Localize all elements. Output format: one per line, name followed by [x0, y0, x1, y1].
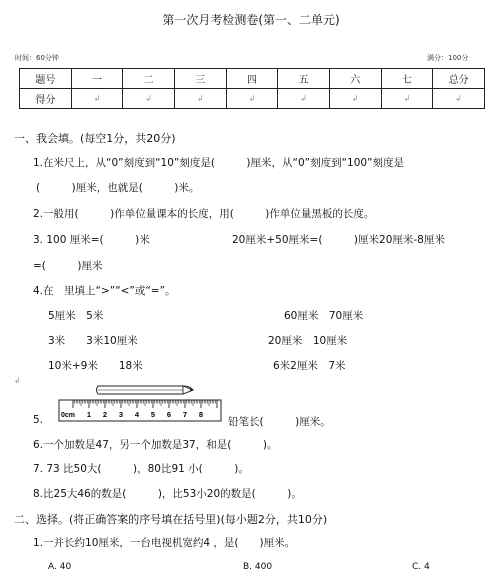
pencil-ruler-illustration — [58, 384, 226, 424]
score-table-header-row — [20, 69, 485, 89]
score-cell[interactable] — [329, 89, 381, 109]
question-4: 4.在 里填上“>”“<”或“=”。 — [33, 285, 176, 297]
question-7: 7. 73 比50大( )，80比91 小( )。 — [33, 463, 249, 475]
question-5-number: 5. — [33, 414, 44, 426]
score-table-score-row — [20, 89, 485, 109]
compare-item: 3米 3米10厘米 — [48, 335, 138, 347]
pencil-ruler-figure — [58, 384, 226, 424]
compare-item: 60厘米 70厘米 — [284, 310, 364, 322]
score-cell[interactable] — [174, 89, 226, 109]
question-3-right: 20厘米+50厘米=( )厘米20厘米-8厘米 — [232, 234, 445, 246]
compare-item: 10米+9米 18米 — [48, 360, 143, 372]
choice-option-c[interactable]: C. 4 — [412, 562, 430, 572]
question-1-line-1: 1.在米尺上，从“0”刻度到“10”刻度是( )厘米，从“0”刻度到“100”刻度是 — [33, 157, 404, 169]
paragraph-mark: ↲ — [145, 94, 152, 103]
section-1-title: 一、我会填。(每空1分，共20分) — [14, 132, 176, 145]
score-row-label: 得分 — [20, 89, 72, 109]
pencil-icon — [97, 386, 194, 394]
score-table — [19, 68, 485, 109]
compare-item: 5厘米 5米 — [48, 310, 104, 322]
paragraph-mark: ↲ — [351, 94, 359, 103]
score-header-cell: 题号 — [20, 69, 72, 89]
compare-item: 6米2厘米 7米 — [273, 360, 346, 372]
choice-option-a[interactable]: A. 40 — [48, 562, 72, 572]
compare-item: 20厘米 10厘米 — [268, 335, 348, 347]
paragraph-mark: ↲ — [300, 94, 307, 103]
score-header-cell: 六 — [329, 69, 381, 89]
score-cell[interactable] — [381, 89, 433, 109]
score-header-cell: 三 — [174, 69, 226, 89]
ruler-number: 4 — [134, 410, 140, 419]
score-cell[interactable] — [226, 89, 278, 109]
ruler-number: 5 — [150, 410, 156, 419]
score-header-cell: 七 — [381, 69, 433, 89]
score-cell[interactable] — [433, 89, 485, 109]
paragraph-mark: ↲ — [455, 94, 462, 103]
question-2: 2.一般用( )作单位量课本的长度，用( )作单位量黑板的长度。 — [33, 208, 375, 220]
choice-question-1: 1.一并长约10厘米，一台电视机宽约4 ，是( )厘米。 — [33, 537, 296, 549]
exam-time: 时间：60分钟 — [15, 54, 59, 62]
score-header-cell: 一 — [71, 69, 123, 89]
score-header-cell: 四 — [226, 69, 278, 89]
exam-full-score: 满分：100分 — [427, 54, 469, 62]
question-3-continued: =( )厘米 — [33, 260, 103, 272]
ruler-number: 8 — [198, 410, 204, 419]
paragraph-mark: ↲ — [248, 94, 256, 103]
paragraph-mark: ↲ — [403, 94, 411, 103]
ruler-number: 1 — [86, 410, 92, 419]
paragraph-mark: ↲ — [93, 94, 101, 103]
score-cell[interactable] — [123, 89, 175, 109]
question-1-line-2: ( )厘米，也就是( )米。 — [36, 182, 200, 194]
paragraph-mark: ↲ — [196, 94, 204, 103]
score-cell[interactable] — [278, 89, 330, 109]
score-cell[interactable] — [71, 89, 123, 109]
question-6: 6.一个加数是47，另一个加数是37，和是( )。 — [33, 439, 278, 451]
ruler-number: 2 — [102, 410, 108, 419]
page-title: 第一次月考检测卷(第一、二单元) — [162, 13, 340, 27]
ruler-number: 3 — [118, 410, 124, 419]
section-2-title: 二、选择。(将正确答案的序号填在括号里)(每小题2分，共10分) — [14, 513, 328, 526]
ruler-number: 6 — [166, 410, 172, 419]
score-header-cell: 二 — [123, 69, 175, 89]
ruler-unit-label: 0cm — [61, 412, 76, 419]
choice-option-b[interactable]: B. 400 — [243, 562, 273, 572]
question-5-text: 铅笔长( )厘米。 — [228, 416, 331, 428]
question-8: 8.比25大46的数是( )，比53小20的数是( )。 — [33, 488, 302, 500]
paragraph-mark: ↲ — [14, 376, 21, 385]
score-header-cell: 总分 — [433, 69, 485, 89]
question-3-left: 3. 100 厘米=( )米 — [33, 234, 150, 246]
score-header-cell: 五 — [278, 69, 330, 89]
ruler-number: 7 — [182, 410, 188, 419]
